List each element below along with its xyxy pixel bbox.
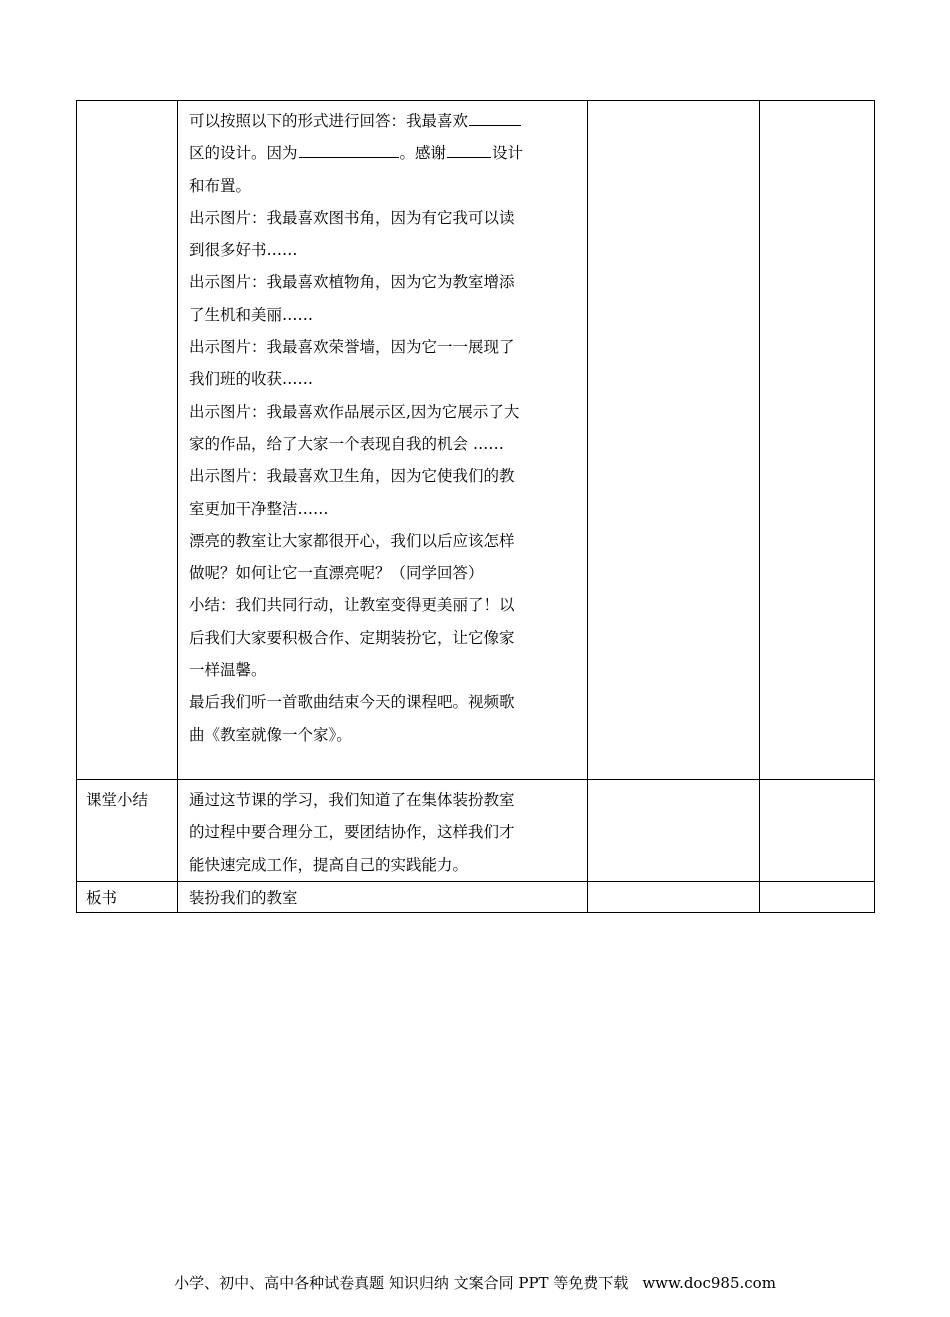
summary-label-cell: [77, 780, 178, 882]
content-line: 我们班的收获……: [189, 370, 314, 389]
row-label-empty: [77, 101, 178, 780]
empty-cell: [588, 881, 760, 912]
board-label: 板书: [86, 888, 118, 907]
content-line: 小结：我们共同行动，让教室变得更美丽了！以: [189, 596, 515, 615]
content-line: 后我们大家要积极合作、定期装扮它，让它像家: [189, 628, 515, 647]
content-line: 区的设计。因为 。感谢 设计: [189, 137, 577, 169]
content-line: 出示图片：我最喜欢荣誉墙，因为它一一展现了: [189, 338, 515, 357]
board-label-cell: [77, 881, 178, 912]
empty-cell: [588, 780, 760, 882]
answer-blank: [447, 139, 491, 158]
content-line: 家的作品，给了大家一个表现自我的机会 ……: [189, 434, 504, 453]
board-content-cell: [178, 881, 588, 912]
content-line: 做呢？如何让它一直漂亮呢？（同学回答）: [189, 564, 484, 583]
summary-label: 课堂小结: [86, 791, 149, 809]
lesson-plan-table: [76, 100, 875, 913]
content-line: 出示图片：我最喜欢图书角，因为有它我可以读: [189, 208, 515, 227]
content-line: 室更加干净整洁……: [189, 499, 329, 518]
content-line: 了生机和美丽……: [189, 305, 314, 324]
content-line: 曲《教室就像一个家》。: [189, 725, 352, 744]
summary-line: 能快速完成工作，提高自己的实践能力。: [189, 855, 469, 874]
footer-text: 小学、初中、高中各种试卷真题 知识归纳 文案合同 PPT 等免费下载: [174, 1274, 629, 1292]
summary-line: 通过这节课的学习，我们知道了在集体装扮教室: [189, 791, 515, 809]
empty-cell: [760, 881, 875, 912]
footer-site-link[interactable]: www.doc985.com: [642, 1274, 776, 1292]
answer-blank: [299, 139, 399, 158]
empty-cell: [588, 101, 760, 780]
content-line: 和布置。: [189, 176, 252, 195]
content-line: 最后我们听一首歌曲结束今天的课程吧。视频歌: [189, 693, 515, 712]
content-line: 出示图片：我最喜欢卫生角，因为它使我们的教: [189, 467, 515, 486]
teaching-process-content: [178, 101, 588, 780]
board-content: 装扮我们的教室: [189, 888, 298, 907]
content-line: 出示图片：我最喜欢作品展示区,因为它展示了大: [189, 402, 520, 421]
content-line: 漂亮的教室让大家都很开心，我们以后应该怎样: [189, 531, 515, 550]
content-line: 一样温馨。: [189, 661, 267, 680]
content-line: 出示图片：我最喜欢植物角，因为它为教室增添: [189, 273, 515, 292]
content-line: 到很多好书……: [189, 241, 298, 260]
empty-cell: [760, 780, 875, 882]
empty-cell: [760, 101, 875, 780]
summary-content: [178, 780, 588, 882]
summary-row: [77, 780, 875, 882]
page-footer: [0, 1272, 950, 1293]
teaching-process-row: [77, 101, 875, 780]
summary-line: 的过程中要合理分工，要团结协作，这样我们才: [189, 823, 515, 842]
content-line: 可以按照以下的形式进行回答：我最喜欢: [189, 105, 577, 137]
blackboard-row: [77, 881, 875, 912]
answer-blank: [469, 107, 521, 126]
